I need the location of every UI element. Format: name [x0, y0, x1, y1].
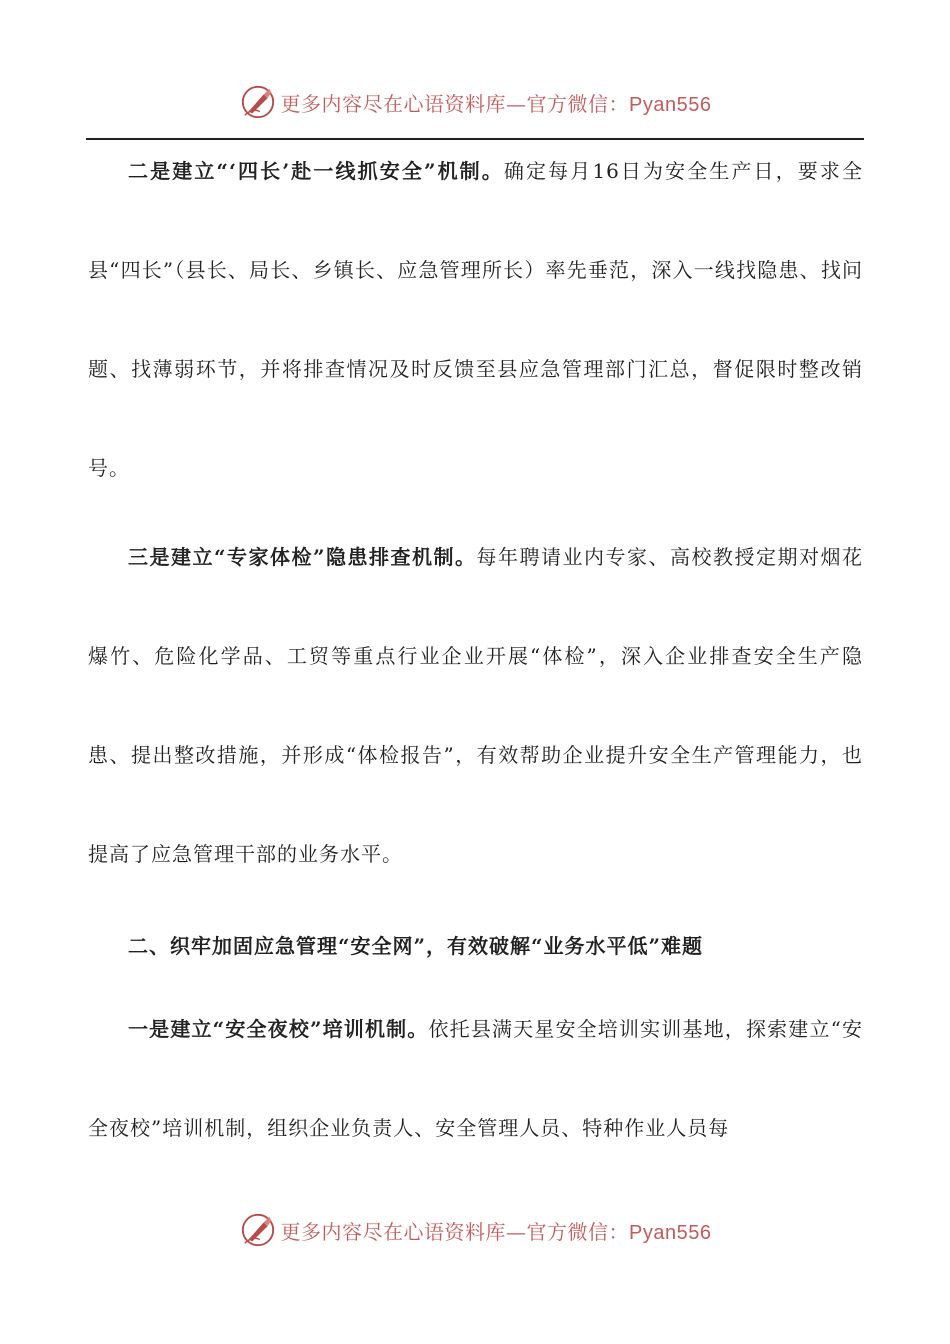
banner-text	[281, 88, 712, 117]
banner-site-text: 更多内容尽在心语资料库	[280, 1219, 507, 1244]
paragraph-body: 确定每月16日为安全生产日，要求全县“四长”（县长、局长、乡镇长、应急管理所长）率先垂范，深入一线找隐患、找问题、找薄弱环节，并将排查情况及时反馈至县应急管理部门汇总，督促限时整改销号。	[88, 159, 863, 480]
section-heading: 二、织牢加固应急管理“安全网”，有效破解“业务水平低”难题	[128, 934, 704, 958]
pen-nib-logo-icon	[239, 83, 277, 121]
paragraph-body: 每年聘请业内专家、高校教授定期对烟花爆竹、危险化学品、工贸等重点行业企业开展“体检”，深入企业排查安全生产隐患、提出整改措施，并形成“体检报告”，有效帮助企业提升安全生产管理能力，也提高了应急管理干部的业务水平。	[88, 545, 863, 866]
paragraph-lead: 三是建立“专家体检”隐患排查机制。	[128, 545, 477, 569]
header-banner	[0, 82, 950, 122]
paragraph-safety-night-school	[88, 980, 863, 1178]
banner-dash: —	[506, 1219, 527, 1244]
banner-text	[281, 1216, 712, 1245]
paragraph-expert-checkup	[88, 508, 863, 904]
pen-nib-logo-icon	[239, 1211, 277, 1249]
banner-dash: —	[506, 91, 527, 116]
paragraph-lead: 二是建立“‘四长’赴一线抓安全”机制。	[128, 159, 504, 183]
paragraph-body: 依托县满天星安全培训实训基地，探索建立“安全夜校”培训机制，组织企业负责人、安全管理人员、特种作业人员每	[88, 1017, 863, 1140]
paragraph-four-chiefs	[88, 122, 863, 518]
banner-site-text: 更多内容尽在心语资料库	[280, 91, 507, 116]
banner-wechat-text: 官方微信：Pyan556	[526, 1221, 712, 1244]
banner-wechat-text: 官方微信：Pyan556	[526, 93, 712, 116]
footer-banner	[0, 1210, 950, 1250]
paragraph-lead: 一是建立“安全夜校”培训机制。	[128, 1017, 429, 1041]
